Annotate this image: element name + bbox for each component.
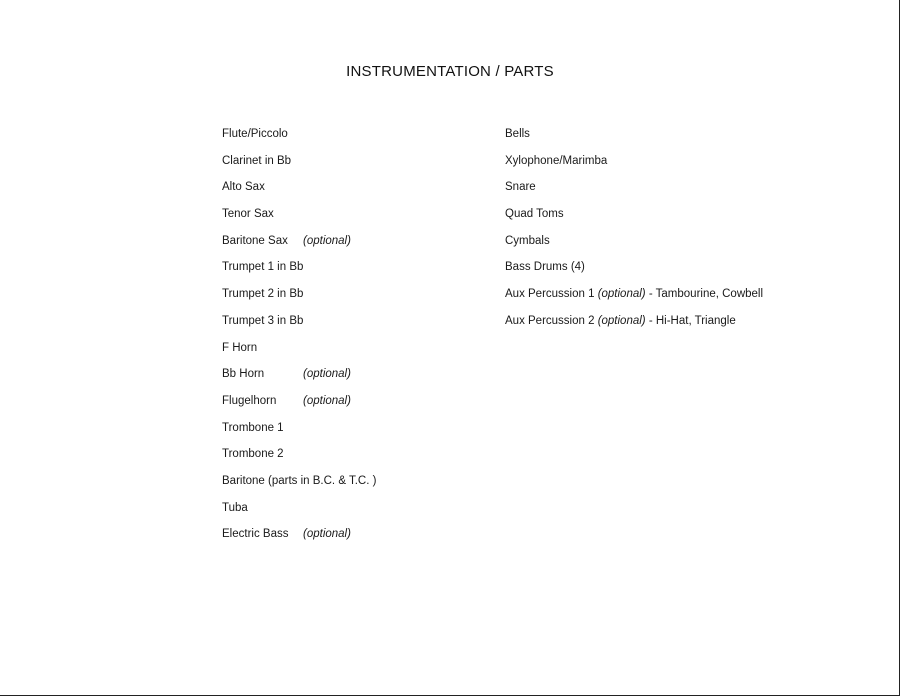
instrument-row [222,500,482,527]
instrument-name: Snare [505,181,536,194]
instrument-name: Trumpet 3 in Bb [222,314,304,327]
instrument-name: Trumpet 1 in Bb [222,261,304,274]
instrument-note: (optional) [303,368,351,381]
instrument-note: (optional) [303,528,351,541]
percussion-list [505,126,865,340]
instrument-row [222,366,482,393]
instrument-note: (optional) [303,234,351,247]
instrument-row [222,233,482,260]
instrument-row [222,126,482,153]
instrument-row [222,473,482,500]
instrument-note: (optional) [597,314,646,327]
instrument-row [222,153,482,180]
instrument-name: Trumpet 2 in Bb [222,288,304,301]
instrument-note: (optional) [597,288,646,301]
instrument-row [222,179,482,206]
instrument-row [505,126,865,153]
instrument-name: Baritone (parts in B.C. & T.C. ) [222,474,377,487]
instrument-name: Alto Sax [222,181,265,194]
instrument-row [222,420,482,447]
instrument-name: F Horn [222,341,258,354]
instrument-name: Trombone 2 [222,448,284,461]
instrument-name: Clarinet in Bb [222,154,292,167]
instrument-name: Tenor Sax [222,208,274,221]
instrument-name: Bells [505,128,530,140]
instrument-name: Electric Bass [222,528,289,541]
instrument-row [505,259,865,286]
woodwind-brass-list [222,126,482,553]
instrument-row [222,206,482,233]
instrument-name: Flugelhorn [222,394,277,407]
instrument-row [505,233,865,260]
instrument-name: Bass Drums (4) [505,261,585,274]
instrument-name: Quad Toms [505,208,564,221]
instrument-row [222,393,482,420]
instrument-name: Bb Horn [222,368,265,381]
instrument-name: Trombone 1 [222,421,284,434]
instrument-row [505,179,865,206]
instrument-name: Aux Percussion 1 [505,288,598,301]
instrument-row [222,340,482,367]
instrument-note: (optional) [303,394,351,407]
instrument-name: Cymbals [505,234,550,247]
instrument-row [505,206,865,233]
instrument-row [222,286,482,313]
instrument-name: Baritone Sax [222,234,288,247]
page-title: INSTRUMENTATION / PARTS [346,63,554,80]
instrument-detail: - Tambourine, Cowbell [645,288,764,301]
instrument-row [505,313,865,340]
instrument-name: Tuba [222,501,248,514]
instrument-row [505,286,865,313]
instrument-name: Aux Percussion 2 [505,314,598,327]
instrument-name: Flute/Piccolo [222,128,288,140]
instrument-row [222,446,482,473]
instrument-name: Xylophone/Marimba [505,154,608,167]
instrument-detail: - Hi-Hat, Triangle [645,314,736,327]
instrument-row [222,526,482,553]
instrument-row [505,153,865,180]
instrument-row [222,313,482,340]
instrument-row [222,259,482,286]
